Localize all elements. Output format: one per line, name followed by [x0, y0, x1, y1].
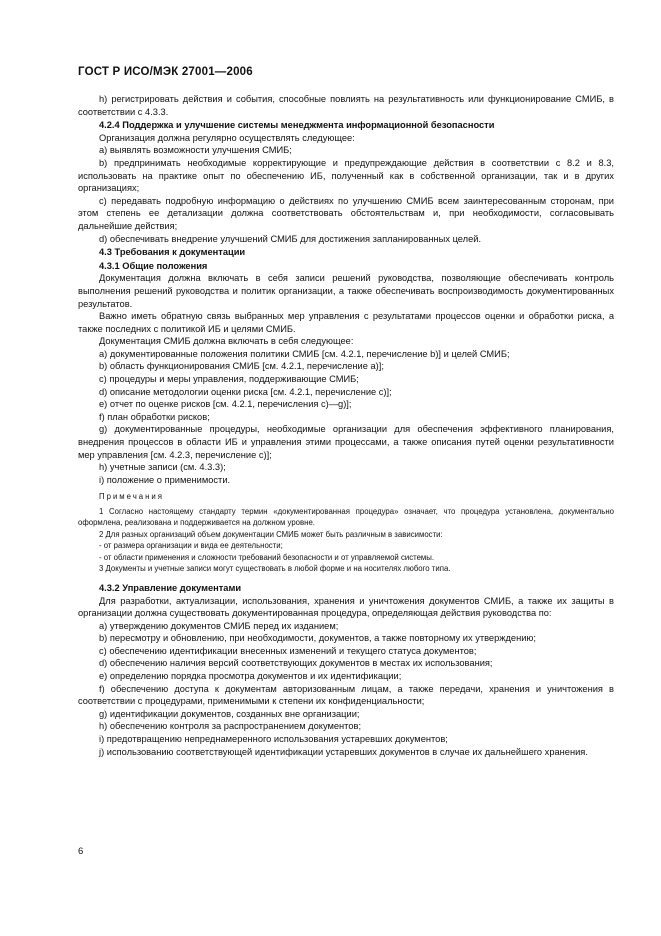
list-item: a) выявлять возможности улучшения СМИБ; [99, 145, 292, 156]
list-item: f) обеспечению доступа к документам авторизованным лицам, а также передачи, хранения и уничтожения в соответствии с процедурами, применимыми к степени их конфиденциальности; [78, 683, 614, 707]
list-item: d) обеспечению наличия версий соответствующих документов в местах их использования; [99, 658, 493, 669]
section-heading-4-3: 4.3 Требования к документации [99, 247, 246, 258]
list-item: g) идентификации документов, созданных вне организации; [99, 708, 360, 719]
list-item: d) обеспечивать внедрение улучшений СМИБ для достижения запланированных целей. [99, 233, 482, 244]
list-item: e) определению порядка просмотра документов и их идентификации; [99, 671, 402, 682]
document-body [78, 93, 614, 758]
section-heading-4-3-1: 4.3.1 Общие положения [99, 260, 208, 271]
list-item: b) предпринимать необходимые корректирующие и предупреждающие действия в соответствии с 8.2 и 8.3, использовать на практике опыт по обеспечению ИБ, полученный как в собственной организации, так и в других организациях; [78, 157, 614, 194]
list-item: h) регистрировать действия и события, способные повлиять на результативность или функционирование СМИБ, в соответствии с 4.3.3. [78, 94, 614, 117]
list-item: h) обеспечению контроля за распространением документов; [99, 721, 362, 732]
note-item: 1 Согласно настоящему стандарту термин «документированная процедура» означает, что процедура установлена, документально оформлена, реализована и поддерживается на должном уровне. [78, 506, 614, 528]
list-item: c) передавать подробную информацию о действиях по улучшению СМИБ всем заинтересованным сторонам, при этом степень ее детализации должна соответствовать обстоятельствам и, при необходимости, согласовывать дальнейшие действия; [78, 195, 614, 231]
list-item: j) использованию соответствующей идентификации устаревших документов в случае их дальнейшего хранения. [99, 746, 588, 757]
list-item: a) документированные положения политики СМИБ [см. 4.2.1, перечисление b)] и целей СМИБ; [99, 348, 510, 359]
list-item: c) обеспечению идентификации внесенных изменений и текущего статуса документов; [99, 645, 477, 656]
list-item: b) область функционирования СМИБ [см. 4.2.1, перечисление a)]; [99, 361, 384, 372]
list-item: d) описание методологии оценки риска [см. 4.2.1, перечисление с)]; [99, 386, 392, 397]
notes-block [78, 491, 614, 575]
list-item: i) положение о применимости. [99, 474, 231, 485]
list-item: a) утверждению документов СМИБ перед их изданием; [99, 620, 339, 631]
list-item: i) предотвращению непреднамеренного использования устаревших документов; [99, 734, 448, 745]
note-item: 3 Документы и учетные записи могут существовать в любой форме и на носителях любого типа. [99, 564, 451, 574]
paragraph: Для разработки, актуализации, использования, хранения и уничтожения документов СМИБ, а также их защиты в организации должна существовать документированная процедура, определяющая действия руководства по: [78, 595, 614, 619]
list-item: b) пересмотру и обновлению, при необходимости, документов, а также повторному их утверждению; [99, 633, 536, 644]
paragraph: Организация должна регулярно осуществлять следующее: [99, 132, 355, 143]
paragraph: Документация СМИБ должна включать в себя следующее: [99, 336, 354, 347]
page-number: 6 [78, 846, 84, 857]
section-heading-4-2-4: 4.2.4 Поддержка и улучшение системы менеджмента информационной безопасности [99, 120, 495, 131]
notes-heading: Примечания [99, 492, 165, 502]
list-item: h) учетные записи (см. 4.3.3); [99, 462, 226, 473]
list-item: g) документированные процедуры, необходимые организации для обеспечения эффективного планирования, внедрения процессов в области ИБ и управления этими процессами, а также описания путей оценки результативности мер управления [см. 4.2.3, перечисление с)]; [78, 424, 614, 460]
list-item: c) процедуры и меры управления, поддерживающие СМИБ; [99, 374, 359, 385]
list-item: f) план обработки рисков; [99, 411, 210, 422]
note-item: - от размера организации и вида ее деятельности; [99, 541, 283, 551]
paragraph: Важно иметь обратную связь выбранных мер управления с результатами процессов оценки и обработки риска, а также последних с политикой ИБ и целями СМИБ. [78, 311, 614, 334]
note-item: - от области применения и сложности требований безопасности и от управляемой системы. [99, 552, 435, 562]
list-item: e) отчет по оценке рисков [см. 4.2.1, перечисления с)—g)]; [99, 399, 352, 410]
document-header: ГОСТ Р ИСО/МЭК 27001—2006 [78, 66, 253, 78]
section-heading-4-3-2: 4.3.2 Управление документами [99, 582, 242, 593]
paragraph: Документация должна включать в себя записи решений руководства, позволяющие обеспечивать контроль выполнения решений руководства и политик организации, а также обеспечивать воспроизводимость документированных результатов. [78, 273, 614, 309]
note-item: 2 Для разных организаций объем документации СМИБ может быть различным в зависимости: [99, 529, 443, 539]
